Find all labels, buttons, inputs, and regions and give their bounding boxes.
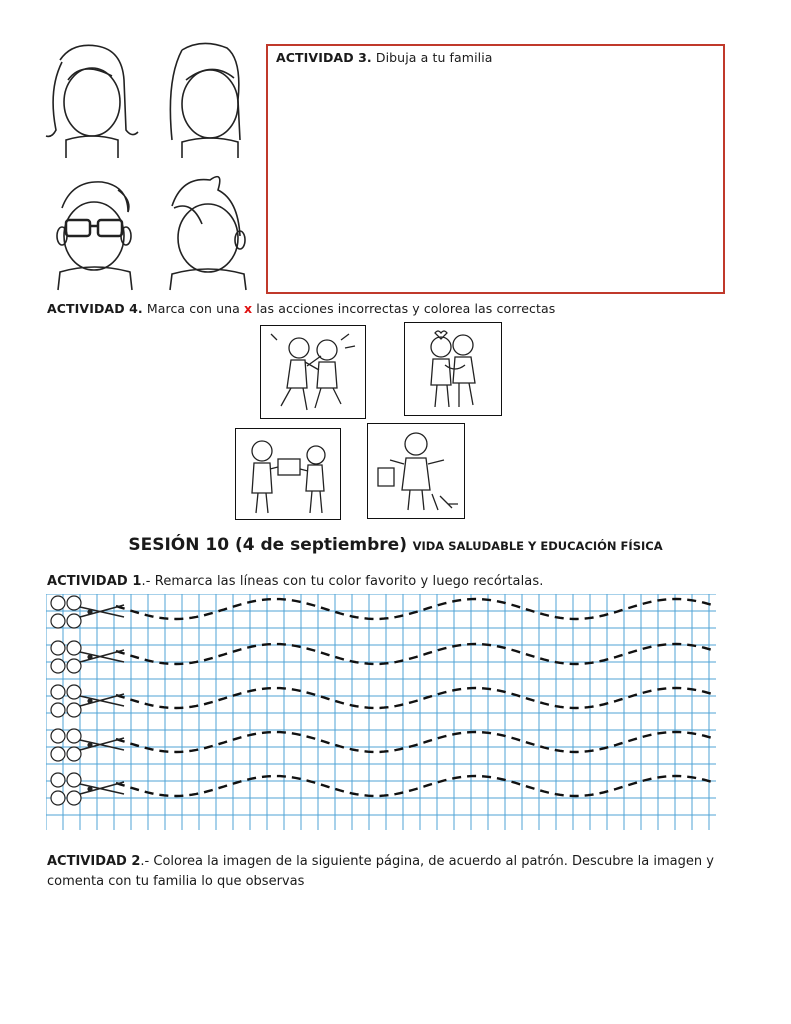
activity-4-text-before: Marca con una	[142, 301, 244, 316]
drawing-box[interactable]	[266, 44, 725, 294]
action-picture-fighting[interactable]	[260, 325, 366, 419]
fighting-kids-icon	[261, 326, 365, 418]
activity-3-text: Dibuja a tu familia	[371, 50, 493, 65]
activity-2-instruction	[47, 852, 747, 892]
scissors-icon	[51, 641, 124, 673]
mark-x: x	[243, 301, 253, 316]
dashed-wavy-line	[116, 732, 712, 752]
scissors-icon	[51, 729, 124, 761]
family-faces-illustration	[42, 40, 260, 296]
session-title: SESIÓN 10 (4 de septiembre)	[128, 535, 407, 555]
dashed-wavy-line	[116, 599, 712, 619]
cutting-grid-worksheet	[46, 594, 716, 830]
action-picture-littering[interactable]	[367, 423, 465, 519]
scissors-icon	[51, 596, 124, 628]
dashed-wavy-line	[116, 776, 712, 796]
scissors-icon	[51, 685, 124, 717]
sharing-kids-icon	[236, 429, 340, 519]
activity-1-label: ACTIVIDAD 1	[47, 574, 142, 589]
session-heading	[0, 535, 791, 555]
dashed-wavy-line	[116, 644, 712, 664]
littering-kid-icon	[368, 424, 464, 518]
action-picture-hugging[interactable]	[404, 322, 502, 416]
scissors-icon	[51, 773, 124, 805]
dashed-wavy-line	[116, 688, 712, 708]
activity-2-label: ACTIVIDAD 2	[47, 854, 141, 869]
activity-2-text: .- Colorea la imagen de la siguiente página, de acuerdo al patrón. Descubre la imagen y comenta con tu familia lo que observas	[47, 854, 714, 889]
activity-3-label: ACTIVIDAD 3.	[276, 50, 372, 65]
activity-3-instruction	[276, 50, 493, 65]
activity-1-instruction	[47, 574, 543, 589]
activity-1-text: .- Remarca las líneas con tu color favorito y luego recórtalas.	[141, 574, 544, 589]
action-picture-sharing[interactable]	[235, 428, 341, 520]
activity-4-instruction	[47, 301, 555, 316]
hugging-kids-icon	[405, 323, 501, 415]
activity-4-text-after: las acciones incorrectas y colorea las correctas	[252, 301, 556, 316]
activity-4-label: ACTIVIDAD 4.	[47, 301, 143, 316]
session-subtitle: VIDA SALUDABLE Y EDUCACIÓN FÍSICA	[412, 539, 663, 553]
